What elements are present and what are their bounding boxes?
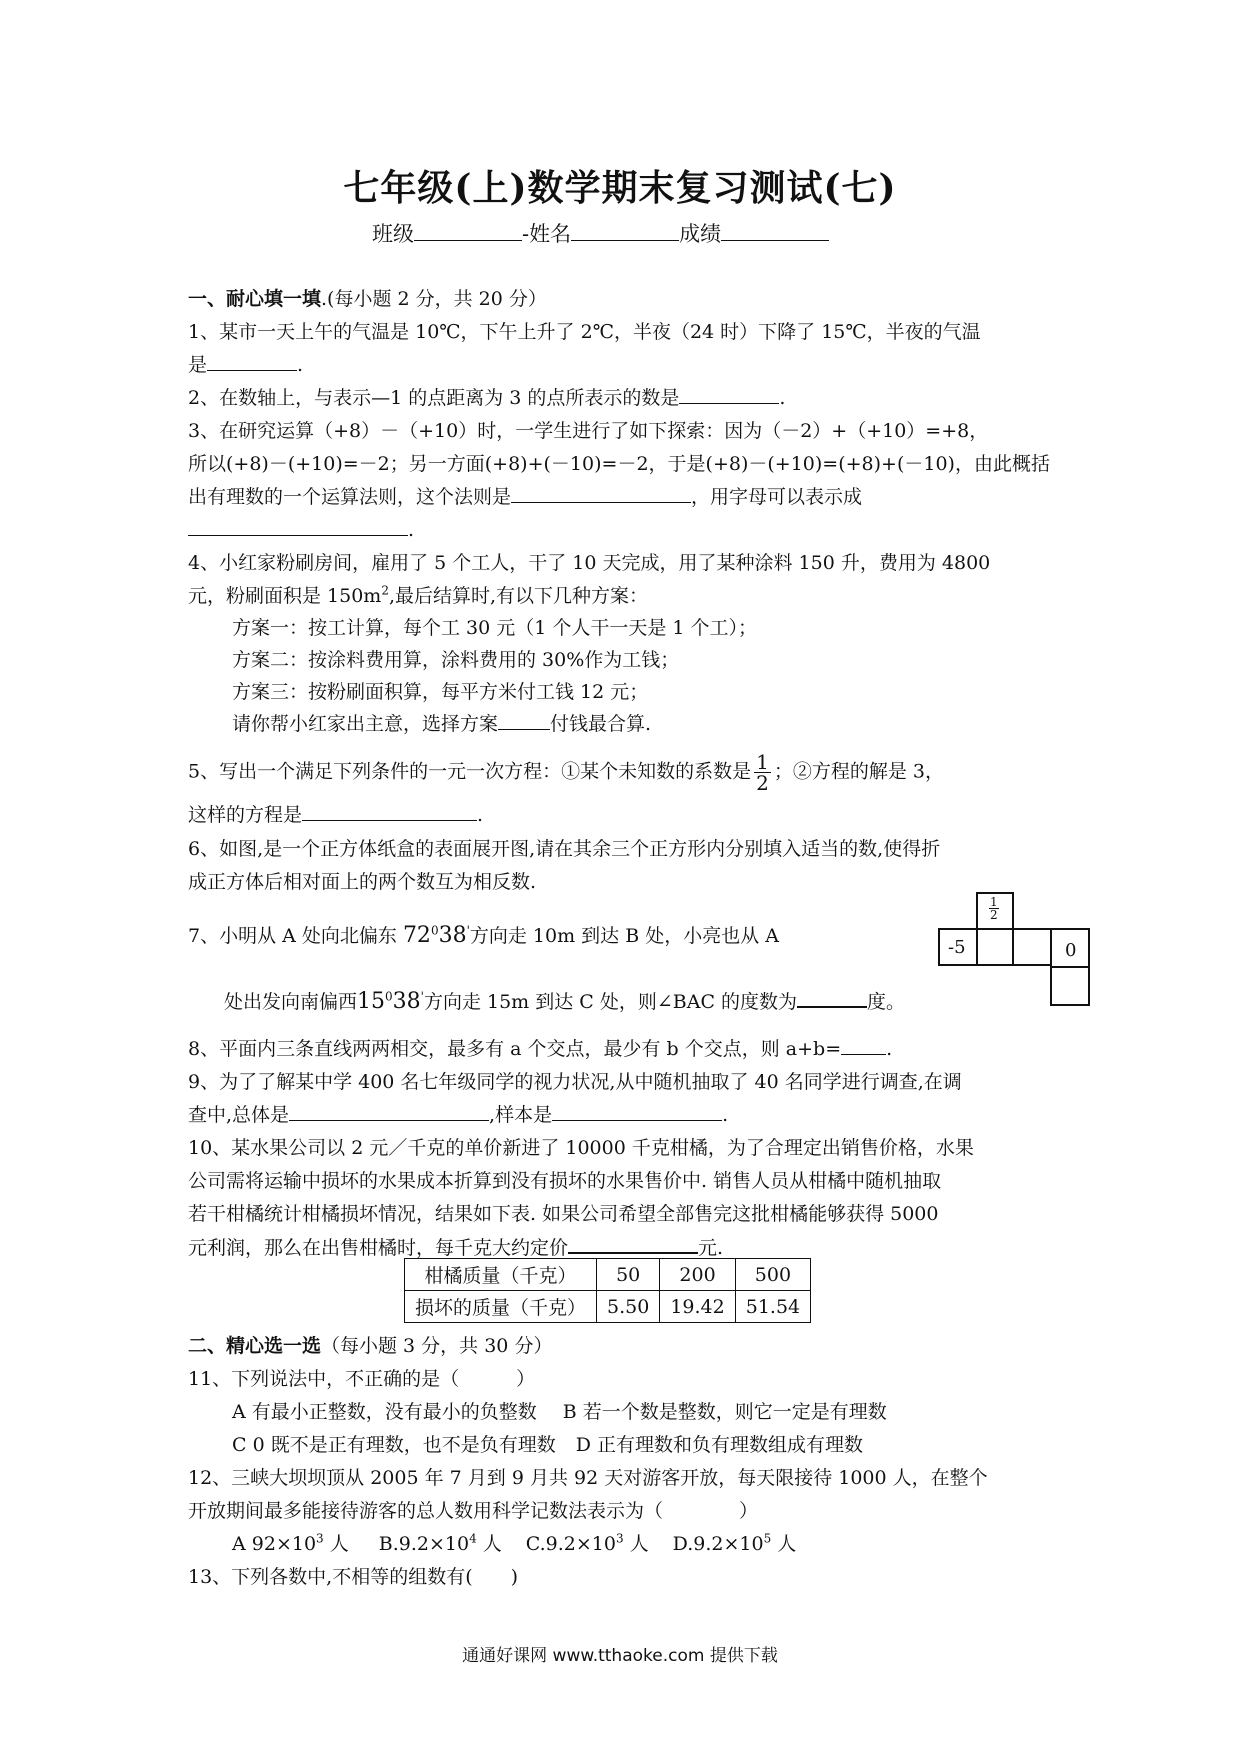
- score-blank[interactable]: [721, 222, 829, 241]
- q5-line2-pre: 这样的方程是: [188, 804, 303, 826]
- q3-line3: [188, 484, 862, 510]
- q1-line1: 1、某市一天上午的气温是 10℃，下午上升了 2℃，半夜（24 时）下降了 15℃，半夜的气温: [188, 321, 981, 343]
- q7-min1-sup: ': [466, 923, 470, 938]
- q9-population-blank[interactable]: [289, 1102, 489, 1121]
- q8-post: .: [886, 1038, 893, 1060]
- q11-stem: 11、下列说法中，不正确的是（ ）: [188, 1368, 536, 1390]
- q5-pre: 5、写出一个满足下列条件的一元一次方程：①某个未知数的系数是: [188, 760, 752, 783]
- q4-line2: [188, 583, 648, 609]
- net-left-value: -5: [948, 937, 966, 958]
- q9-mid: ,样本是: [489, 1104, 553, 1126]
- net-top-num: 1: [990, 895, 998, 909]
- q10-line4: [188, 1234, 723, 1261]
- q7-deg1: 72: [402, 923, 431, 948]
- section2-title: 二、精心选一选: [188, 1335, 322, 1357]
- q5-line2-post: .: [477, 804, 484, 826]
- q12-line2: 开放期间最多能接待游客的总人数用科学记数法表示为（ ）: [188, 1500, 759, 1522]
- net-cell-bottom[interactable]: [1050, 966, 1090, 1006]
- q7-line2-post: 度。: [867, 991, 906, 1013]
- q7-min2-sup: ': [420, 989, 424, 1004]
- q3-end: .: [408, 519, 415, 541]
- table-cell: 5.50: [597, 1291, 660, 1323]
- q12-option-d[interactable]: $D.9.2\times 10^5$ 人: [672, 1531, 797, 1555]
- q10-line2: 公司需将运输中损坏的水果成本折算到没有损坏的水果售价中. 销售人员从柑橘中随机抽取: [188, 1170, 942, 1192]
- q7-min1: 38: [438, 923, 467, 948]
- q4-plan1: 方案一：按工计算，每个工 30 元（1 个人干一天是 1 个工）；: [232, 617, 758, 639]
- section2-heading: [188, 1333, 552, 1359]
- q2-text: 2、在数轴上，与表示—1 的点距离为 3 的点所表示的数是: [188, 387, 680, 409]
- q4-plan3: 方案三：按粉刷面积算，每平方米付工钱 12 元；: [232, 681, 649, 703]
- q7-answer-blank[interactable]: [797, 988, 867, 1008]
- page-title: 七年级(上)数学期末复习测试(七): [343, 167, 897, 209]
- q9-post: .: [722, 1104, 729, 1126]
- q11-option-c[interactable]: C 0 既不是正有理数，也不是负有理数: [232, 1434, 556, 1456]
- q7-line2: [224, 988, 905, 1015]
- q3-line4: [188, 517, 414, 543]
- q7-line2-pre: 处出发向南偏西: [224, 991, 358, 1013]
- q8-text: 8、平面内三条直线两两相交，最多有 a 个交点，最少有 b 个交点，则 a+b=: [188, 1038, 842, 1060]
- section1-note: .(每小题 2 分，共 20 分）: [321, 288, 547, 310]
- q3-post: ，用字母可以表示成: [691, 486, 863, 508]
- name-blank[interactable]: [571, 222, 679, 241]
- q12-options: [232, 1531, 796, 1557]
- q7-deg2-sup: 0: [385, 989, 393, 1004]
- q11-options-cd: [232, 1432, 863, 1458]
- table-cell: 500: [735, 1259, 810, 1291]
- q12-option-b[interactable]: $B.9.2\times 10^4$ 人: [378, 1531, 502, 1555]
- q12-option-c[interactable]: $C.9.2\times 10^3$ 人: [525, 1531, 649, 1555]
- q3-formula-blank[interactable]: [188, 517, 408, 536]
- q1-post: .: [297, 354, 304, 376]
- q1-pre: 是: [188, 354, 208, 376]
- net-top-fraction: [989, 896, 999, 921]
- q9-pre: 查中,总体是: [188, 1104, 290, 1126]
- q4-ask: [232, 711, 651, 737]
- q7-line1: [188, 923, 779, 949]
- table-cell: 200: [660, 1259, 735, 1291]
- q5-line1: [188, 752, 944, 793]
- q13-stem: 13、下列各数中,不相等的组数有( ): [188, 1566, 519, 1588]
- q4-plan2: 方案二：按涂料费用算，涂料费用的 30%作为工钱；: [232, 649, 680, 671]
- q10-pre: 元利润，那么在出售柑橘时，每千克大约定价: [188, 1237, 569, 1259]
- q7-pre: 7、小明从 A 处向北偏东: [188, 925, 403, 947]
- q11-option-d[interactable]: D 正有理数和负有理数组成有理数: [575, 1434, 863, 1456]
- q11-option-b[interactable]: B 若一个数是整数，则它一定是有理数: [562, 1401, 887, 1423]
- q10-line1: 10、某水果公司以 2 元／千克的单价新进了 10000 千克柑橘，为了合理定出销售价格，水果: [188, 1137, 974, 1159]
- table-row: [405, 1259, 811, 1291]
- q7-line2-mid: 方向走 15m 到达 C 处，则∠BAC 的度数为: [423, 991, 798, 1013]
- q1-answer-blank[interactable]: [207, 352, 297, 371]
- table-cell: 损坏的质量（千克）: [405, 1291, 597, 1323]
- q4-line1: 4、小红家粉刷房间，雇用了 5 个工人，干了 10 天完成，用了某种涂料 150 升，费用为 4800: [188, 552, 991, 574]
- orange-damage-table: [404, 1258, 811, 1323]
- table-cell: 50: [597, 1259, 660, 1291]
- net-cell-right-a[interactable]: [1012, 928, 1052, 966]
- q2-line: [188, 385, 785, 411]
- section1-title: 一、耐心填一填: [188, 288, 322, 310]
- table-cell: 柑橘质量（千克）: [405, 1259, 597, 1291]
- q8-line: [188, 1036, 892, 1062]
- q4-area-sup: 2: [381, 583, 389, 598]
- q10-price-blank[interactable]: [568, 1234, 698, 1254]
- q5-frac-den: 2: [756, 771, 769, 795]
- q2-post: .: [779, 387, 786, 409]
- q7-post: 方向走 10m 到达 B 处，小亮也从 A: [469, 925, 779, 947]
- q4-area: 元，粉刷面积是 150m: [188, 585, 382, 607]
- q7-min2: 38: [392, 989, 421, 1014]
- q6-line1: 6、如图,是一个正方体纸盒的表面展开图,请在其余三个正方形内分别填入适当的数,使得折: [188, 838, 941, 860]
- net-cell-center[interactable]: [976, 928, 1014, 966]
- q9-line1: 9、为了了解某中学 400 名七年级同学的视力状况,从中随机抽取了 40 名同学进行调查,在调: [188, 1071, 962, 1093]
- net-right-value: 0: [1065, 940, 1077, 961]
- q11-options-ab: [232, 1399, 887, 1425]
- table-cell: 19.42: [660, 1291, 735, 1323]
- section2-note: （每小题 3 分，共 30 分）: [321, 1335, 553, 1357]
- q7-deg1-sup: 0: [430, 923, 439, 938]
- score-label: 成绩: [679, 222, 722, 246]
- q4-ask-pre: 请你帮小红家出主意，选择方案: [232, 713, 499, 735]
- q12-line1: 12、三峡大坝坝顶从 2005 年 7 月到 9 月共 92 天对游客开放，每天限接待 1000 人，在整个: [188, 1467, 988, 1489]
- q4-answer-blank[interactable]: [498, 711, 550, 730]
- student-info-line: [372, 218, 829, 248]
- q8-answer-blank[interactable]: [841, 1036, 886, 1055]
- q3-rule-blank[interactable]: [511, 484, 691, 503]
- table-row: [405, 1291, 811, 1323]
- q5-fraction: [754, 752, 771, 793]
- table-cell: 51.54: [735, 1291, 810, 1323]
- q3-pre: 出有理数的一个运算法则，这个法则是: [188, 486, 512, 508]
- class-label: 班级: [372, 222, 414, 246]
- q5-line2: [188, 802, 483, 828]
- q12-option-a[interactable]: A $92\times 10^3$ 人: [232, 1531, 349, 1555]
- q5-frac-num: 1: [756, 750, 769, 774]
- q1-line2: [188, 352, 303, 378]
- q3-line2: 所以(+8)－(+10)=－2；另一方面(+8)+(－10)=－2，于是(+8)－(+10)=(+8)+(－10)，由此概括: [188, 453, 1050, 475]
- net-top-den: 2: [990, 908, 998, 922]
- name-label: -姓名: [522, 222, 572, 246]
- q4-ask-post: 付钱最合算.: [550, 713, 652, 735]
- q6-line2: 成正方体后相对面上的两个数互为相反数.: [188, 871, 537, 893]
- section1-heading: [188, 286, 547, 312]
- q10-post: 元.: [698, 1237, 724, 1259]
- q2-answer-blank[interactable]: [679, 385, 779, 404]
- page-footer: 通通好课网 www.tthaoke.com 提供下载: [462, 1646, 778, 1666]
- q4-line2-post: ,最后结算时,有以下几种方案：: [388, 585, 649, 607]
- q10-line3: 若干柑橘统计柑橘损坏情况，结果如下表. 如果公司希望全部售完这批柑橘能够获得 5000: [188, 1203, 939, 1225]
- q7-deg2: 15: [357, 989, 386, 1014]
- q9-sample-blank[interactable]: [552, 1102, 722, 1121]
- class-blank[interactable]: [414, 222, 522, 241]
- q11-option-a[interactable]: A 有最小正整数，没有最小的负整数: [232, 1401, 537, 1423]
- q5-post: ；②方程的解是 3，: [773, 760, 944, 783]
- q5-answer-blank[interactable]: [302, 802, 477, 821]
- q3-line1: 3、在研究运算（+8）－（+10）时，一学生进行了如下探索：因为（－2）+（+10）=+8，: [188, 420, 989, 442]
- q9-line2: [188, 1102, 728, 1128]
